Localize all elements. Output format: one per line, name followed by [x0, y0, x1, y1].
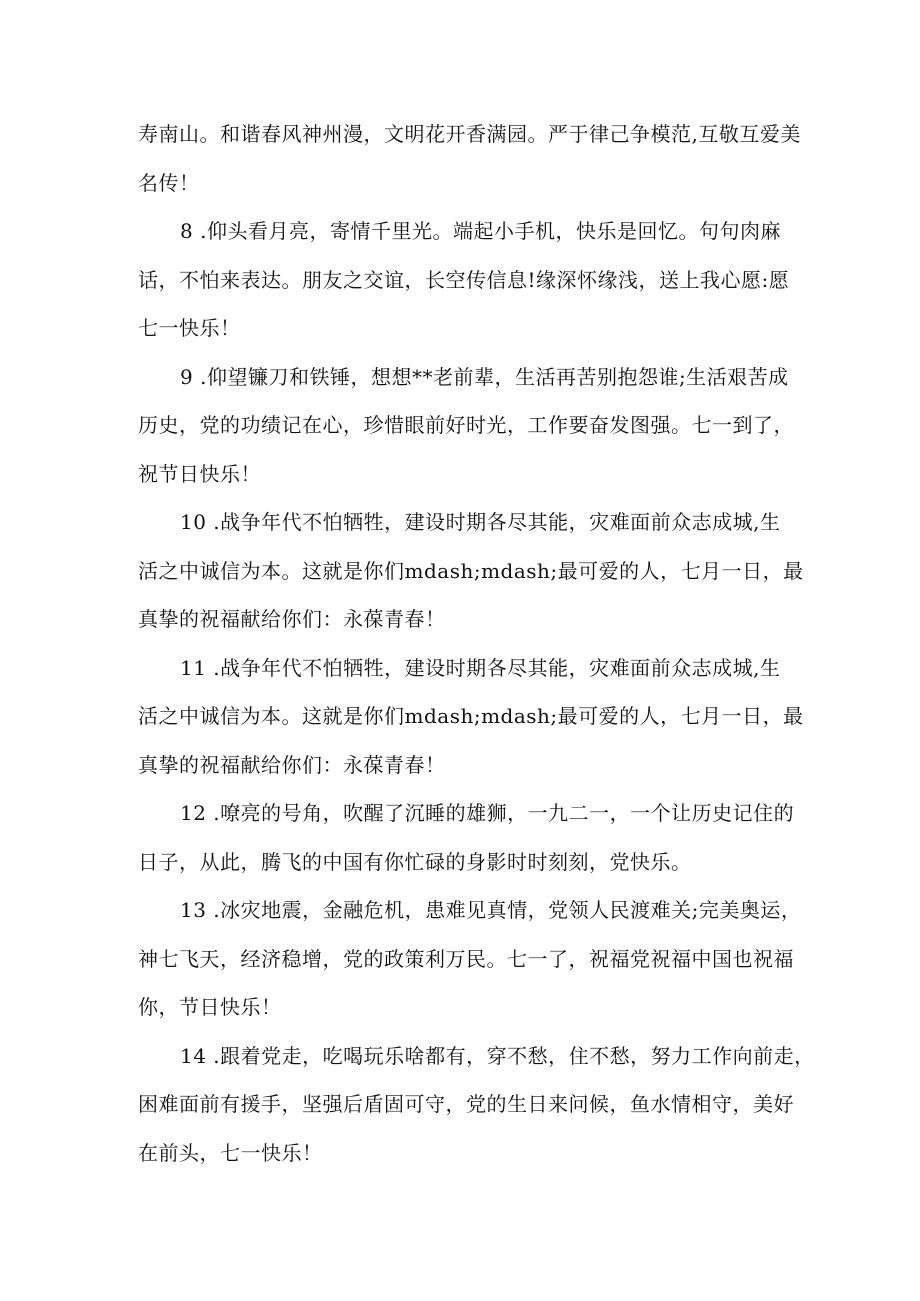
paragraph-line: 寿南山。和谐春风神州漫，文明花开香满园。严于律己争模范,互敬互爱美	[138, 122, 801, 146]
paragraph-line: 神七飞天，经济稳增，党的政策利万民。七一了，祝福党祝福中国也祝福	[138, 947, 794, 971]
paragraph-line: 活之中诚信为本。这就是你们mdash;mdash;最可爱的人，七月一日，最	[138, 704, 804, 728]
paragraph-line: 在前头，七一快乐！	[138, 1141, 323, 1165]
paragraph-line: 13 .冰灾地震，金融危机，患难见真情，党领人民渡难关;完美奥运，	[180, 898, 802, 922]
paragraph-line: 日子，从此，腾飞的中国有你忙碌的身影时时刻刻，党快乐。	[138, 850, 692, 874]
paragraph-line: 真挚的祝福献给你们：永葆青春！	[138, 753, 446, 777]
paragraph-line: 9 .仰望镰刀和铁锤，想想**老前辈，生活再苦别抱怨谁;生活艰苦成	[180, 365, 789, 389]
paragraph-line: 11 .战争年代不怕牺牲，建设时期各尽其能，灾难面前众志成城,生	[180, 656, 781, 680]
paragraph-line: 历史，党的功绩记在心，珍惜眼前好时光，工作要奋发图强。七一到了，	[138, 413, 794, 437]
paragraph-line: 话，不怕来表达。朋友之交谊，长空传信息!缘深怀缘浅，送上我心愿:愿	[138, 268, 790, 292]
paragraph-line: 真挚的祝福献给你们：永葆青春！	[138, 607, 446, 631]
paragraph-line: 七一快乐！	[138, 316, 241, 340]
paragraph-line: 祝节日快乐！	[138, 462, 261, 486]
paragraph-line: 困难面前有援手，坚强后盾固可守，党的生日来问候，鱼水情相守，美好	[138, 1092, 794, 1116]
paragraph-line: 8 .仰头看月亮，寄情千里光。端起小手机，快乐是回忆。句句肉麻	[180, 219, 781, 243]
paragraph-line: 活之中诚信为本。这就是你们mdash;mdash;最可爱的人，七月一日，最	[138, 559, 804, 583]
paragraph-line: 10 .战争年代不怕牺牲，建设时期各尽其能，灾难面前众志成城,生	[180, 510, 781, 534]
paragraph-line: 你，节日快乐！	[138, 995, 282, 1019]
paragraph-line: 名传！	[138, 171, 200, 195]
paragraph-line: 12 .嘹亮的号角，吹醒了沉睡的雄狮，一九二一，一个让历史记住的	[180, 801, 795, 825]
paragraph-line: 14 .跟着党走，吃喝玩乐啥都有，穿不愁，住不愁，努力工作向前走，	[180, 1044, 815, 1068]
